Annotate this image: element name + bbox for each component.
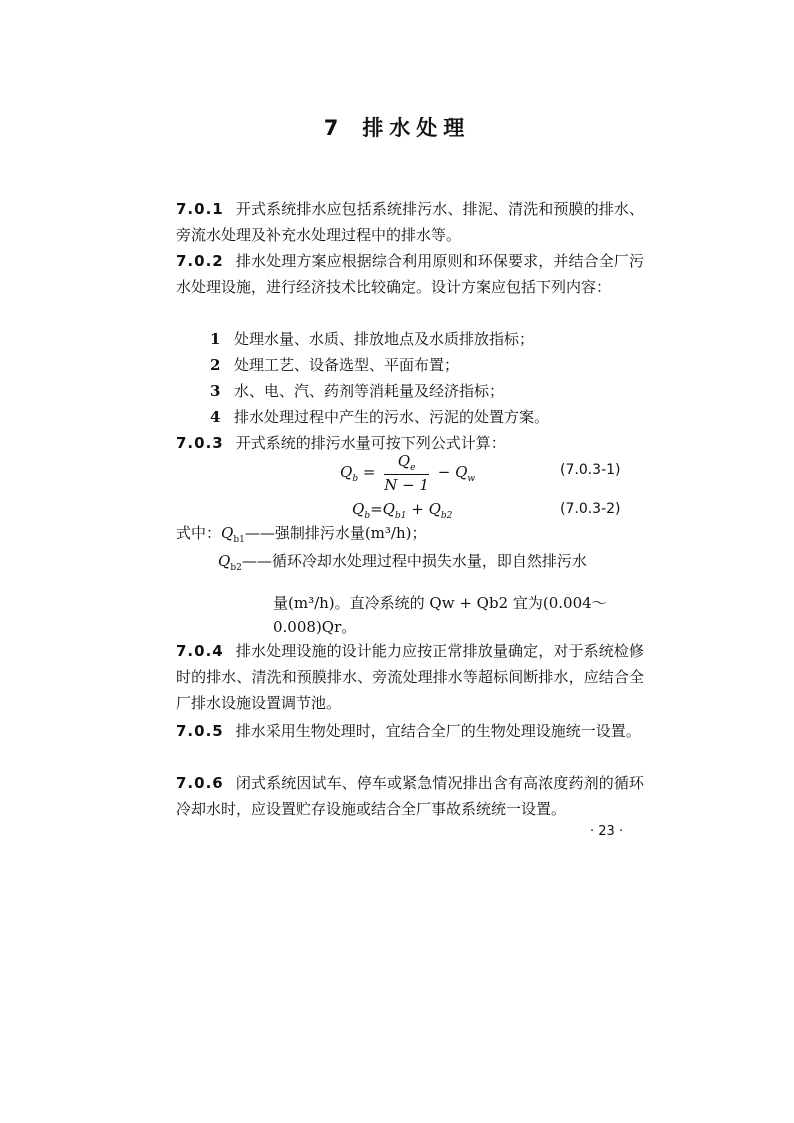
clause-number: 7.0.3 [176,434,224,452]
clause-text: 排水处理设施的设计能力应按正常排放量确定，对于系统检修时的排水、清洗和预膜排水、旁流处理排水等超标间断排水，应结合全厂排水设施设置调节池。 [176,642,644,712]
formula-number: (7.0.3-2) [560,501,621,517]
clause-7-0-6 [176,770,644,822]
clause-7-0-1 [176,196,644,248]
where-qb2-cont1: 量(m³/h)。直冷系统的 Qw + Qb2 宜为(0.004～ [273,594,607,612]
formula-7-0-3-1: $Q_b$ = $\frac{Q_e}{N - 1}$ − $Q_w$ [340,452,476,494]
clause-text: 排水处理方案应根据综合利用原则和环保要求，并结合全厂污水处理设施，进行经济技术比较确定。设计方案应包括下列内容： [176,252,644,296]
clause-text: 闭式系统因试车、停车或紧急情况排出含有高浓度药剂的循环冷却水时，应设置贮存设施或结合全厂事故系统统一设置。 [176,774,644,818]
clause-number: 7.0.4 [176,642,224,660]
formula-7-0-3-2: $Q_b=Q_{b1} + Q_{b2}$ [352,500,453,521]
clause-number: 7.0.2 [176,252,224,270]
formula-number: (7.0.3-1) [560,462,621,478]
where-qb1: 式中：$Q_{b1}——$强制排污水量(m³/h)； [176,524,427,545]
list-item: 4 排水处理过程中产生的污水、污泥的处置方案。 [210,408,550,426]
where-qb2-cont2: 0.008)Qr。 [273,618,357,636]
list-item: 2 处理工艺、设备选型、平面布置； [210,356,460,374]
clause-number: 7.0.5 [176,722,224,740]
clause-text: 开式系统排水应包括系统排污水、排泥、清洗和预膜的排水、旁流水处理及补充水处理过程中的排水等。 [176,200,644,244]
chapter-title [0,112,794,142]
clause-number: 7.0.1 [176,200,224,218]
clause-text: 排水采用生物处理时，宜结合全厂的生物处理设施统一设置。 [235,722,641,740]
where-qb2: $Q_{b2}——$循环冷却水处理过程中损失水量，即自然排污水 [218,552,587,573]
clause-7-0-2 [176,248,644,300]
clause-number: 7.0.6 [176,774,224,792]
list-item: 1 处理水量、水质、排放地点及水质排放指标； [210,330,535,348]
chapter-heading: 排水处理 [362,116,471,140]
clause-7-0-4 [176,638,644,716]
clause-7-0-5 [176,718,644,744]
page-number: · 23 · [590,824,624,839]
list-item: 3 水、电、汽、药剂等消耗量及经济指标； [210,382,505,400]
chapter-number: 7 [323,116,345,140]
clause-text: 开式系统的排污水量可按下列公式计算： [235,434,506,452]
